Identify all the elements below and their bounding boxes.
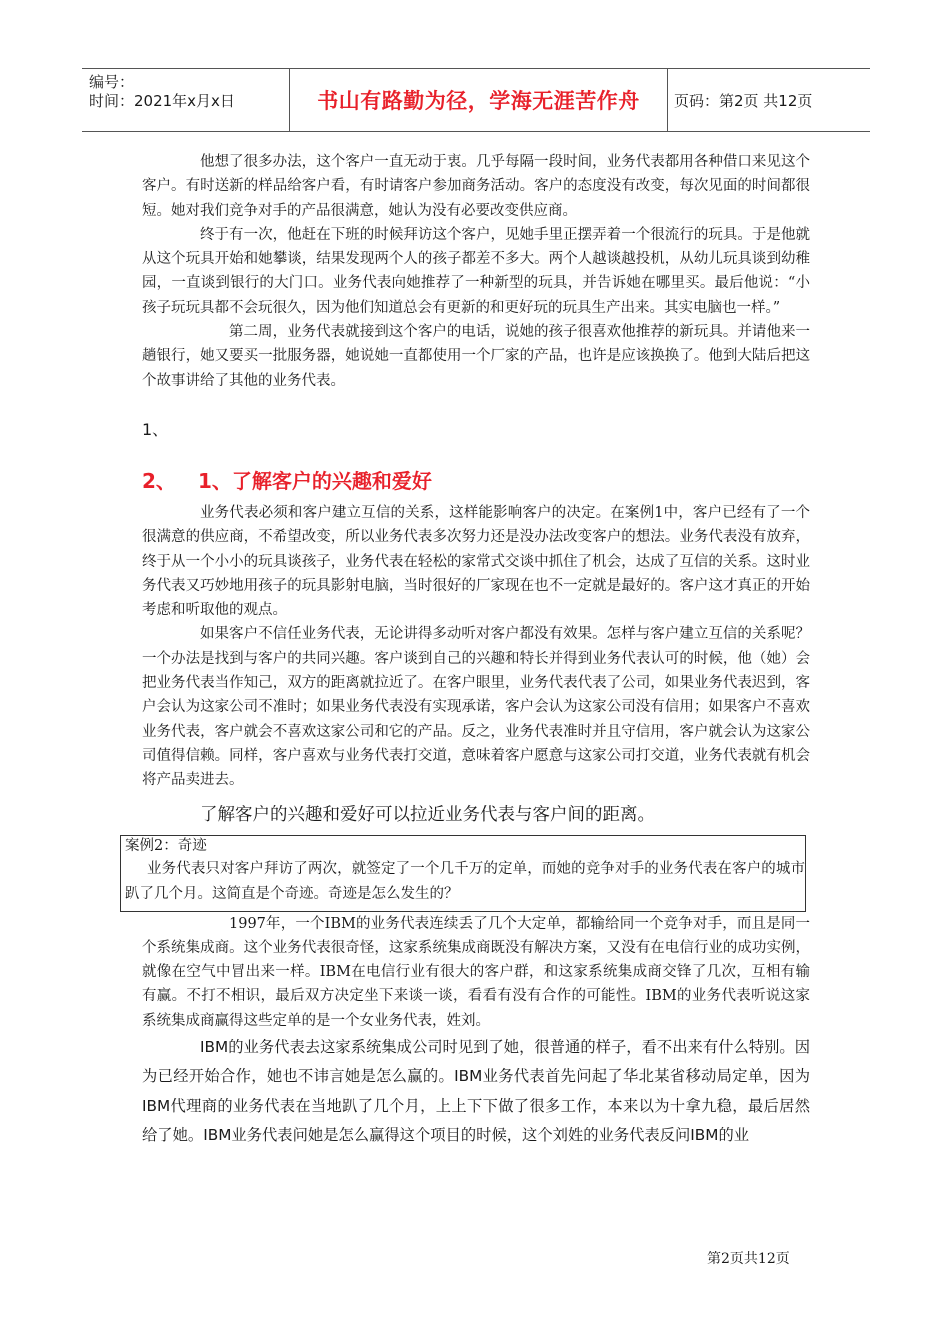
section-heading [142, 467, 810, 495]
case-title: 案例2：奇迹 [125, 837, 207, 854]
paragraph: IBM的业务代表去这家系统集成公司时见到了她，很普通的样子，看不出来有什么特别。因为已经开始合作，她也不讳言她是怎么赢的。IBM业务代表首先问起了华北某省移动局定单，因为IBM代理商的业务代表在当地趴了几个月，上上下下做了很多工作，本来以为十拿九稳，最后居然给了她。IBM业务代表问她是怎么赢得这个项目的时候，这个刘姓的业务代表反问IBM的业 [142, 1038, 810, 1145]
list-number: 1、 [142, 419, 169, 439]
paragraph: 第二周，业务代表就接到这个客户的电话，说她的孩子很喜欢他推荐的新玩具。并请他来一趟银行，她又要买一批服务器，她说她一直都使用一个厂家的产品，也许是应该换换了。他到大陆后把这个故事讲给了其他的业务代表。 [142, 324, 810, 389]
paragraph: 业务代表必须和客户建立互信的关系，这样能影响客户的决定。在案例1中，客户已经有了一个很满意的供应商，不希望改变，所以业务代表多次努力还是没办法改变客户的想法。业务代表没有放弃，终于从一个小小的玩具谈孩子，业务代表在轻松的家常式交谈中抓住了机会，达成了互信的关系。这时业务代表又巧妙地用孩子的玩具影射电脑，当时很好的厂家现在也不一定就是最好的。客户这才真正的开始考虑和听取他的观点。 [142, 504, 810, 619]
document-body [125, 150, 810, 1151]
page-footer: 第2页共12页 [707, 1251, 790, 1267]
header-time-label: 时间：2021年x月x日 [89, 92, 235, 110]
header-motto: 书山有路勤为径，学海无涯苦作舟 [290, 69, 668, 131]
paragraph: 如果客户不信任业务代表，无论讲得多动听对客户都没有效果。怎样与客户建立互信的关系呢？一个办法是找到与客户的共同兴趣。客户谈到自己的兴趣和特长并得到业务代表认可的时候，他（她）会把业务代表当作知己，双方的距离就拉近了。在客户眼里，业务代表代表了公司，如果业务代表迟到，客户会认为这家公司不准时；如果业务代表没有实现承诺，客户会认为这家公司没有信用；如果客户不喜欢业务代表，客户就会不喜欢这家公司和它的产品。反之，业务代表准时并且守信用，客户就会认为这家公司值得信赖。同样，客户喜欢与业务代表打交道，意味着客户愿意与这家公司打交道，业务代表就有机会将产品卖进去。 [142, 626, 810, 789]
section-title: 1、了解客户的兴趣和爱好 [198, 468, 432, 493]
header-number-label: 编号： [89, 73, 135, 91]
emphasis-line: 了解客户的兴趣和爱好可以拉近业务代表与客户间的距离。 [200, 804, 655, 825]
paragraph: 1997年，一个IBM的业务代表连续丢了几个大定单，都输给同一个竞争对手，而且是同一个系统集成商。这个业务代表很奇怪，这家系统集成商既没有解决方案，又没有在电信行业的成功实例，就像在空气中冒出来一样。IBM在电信行业有很大的客户群，和这家系统集成商交锋了几次，互相有输有赢。不打不相识，最后双方决定坐下来谈一谈，看看有没有合作的可能性。IBM的业务代表听说这家系统集成商赢得这些定单的是一个女业务代表，姓刘。 [142, 915, 810, 1029]
section-number: 2、 [142, 468, 176, 493]
page-header [82, 68, 870, 132]
case-body: 业务代表只对客户拜访了两次，就签定了一个几千万的定单，而她的竞争对手的业务代表在客户的城市趴了几个月。这简直是个奇迹。奇迹是怎么发生的？ [125, 860, 805, 902]
paragraph: 终于有一次，他赶在下班的时候拜访这个客户，见她手里正摆弄着一个很流行的玩具。于是他就从这个玩具开始和她攀谈，结果发现两个人的孩子都差不多大。两个人越谈越投机，从幼儿玩具谈到幼稚园，一直谈到银行的大门口。业务代表向她推荐了一种新型的玩具，并告诉她在哪里买。最后他说：“小孩子玩玩具都不会玩很久，因为他们知道总会有更新的和更好玩的玩具生产出来。其实电脑也一样。” [142, 226, 810, 316]
case-box [120, 835, 806, 912]
paragraph: 他想了很多办法，这个客户一直无动于衷。几乎每隔一段时间，业务代表都用各种借口来见这个客户。有时送新的样品给客户看，有时请客户参加商务活动。客户的态度没有改变，每次见面的时间都很短。她对我们竞争对手的产品很满意，她认为没有必要改变供应商。 [142, 154, 810, 219]
header-meta [82, 69, 290, 131]
header-page-label: 页码：第2页 共12页 [674, 91, 813, 110]
